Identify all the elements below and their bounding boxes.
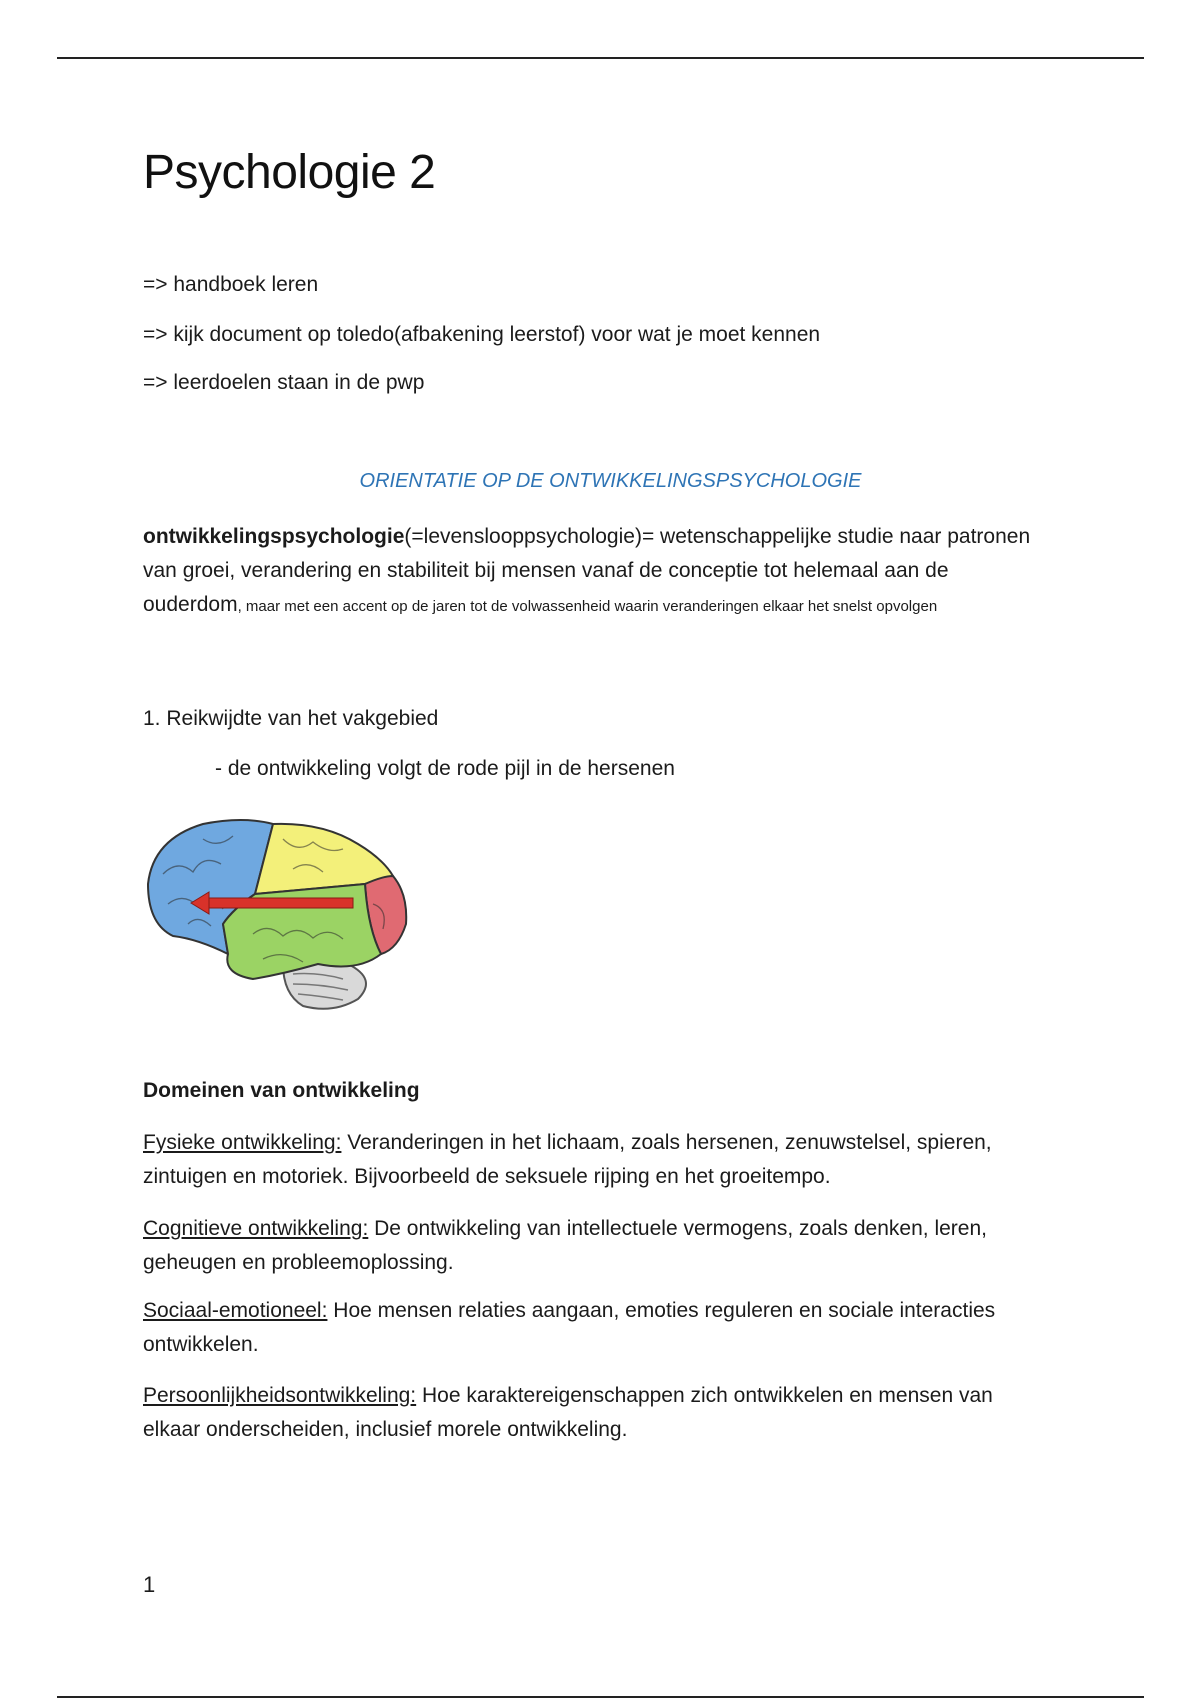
domain-text: Hoe mensen relaties aangaan, emoties reguleren en sociale interacties ontwikkelen. (143, 1299, 996, 1356)
numbered-item: 1. Reikwijdte van het vakgebied (143, 707, 439, 730)
header-rule (57, 57, 1144, 59)
domain-label: Cognitieve ontwikkeling: (143, 1217, 369, 1240)
domain-label: Sociaal-emotioneel: (143, 1299, 328, 1322)
arrow-shaft (203, 898, 353, 908)
intro-line-2: => kijk document op toledo(afbakening leerstof) voor wat je moet kennen (143, 323, 821, 346)
domains-heading: Domeinen van ontwikkeling (143, 1079, 420, 1102)
definition-paragraph (143, 520, 1043, 622)
intro-line-3: => leerdoelen staan in de pwp (143, 371, 425, 394)
footer-rule (57, 1696, 1144, 1698)
page-title: Psychologie 2 (143, 146, 436, 199)
definition-text: (=levenslooppsychologie)= wetenschappelijke studie naar patronen van groei, verandering en stabiliteit bij mensen vanaf de conceptie tot helemaal aan de ouderdom (143, 525, 1031, 616)
domain-label: Fysieke ontwikkeling: (143, 1131, 342, 1154)
domain-persoonlijkheid (143, 1379, 1043, 1447)
domain-cognitief (143, 1212, 1043, 1280)
section-heading: ORIENTATIE OP DE ONTWIKKELINGSPSYCHOLOGIE (359, 470, 862, 492)
domain-text: Veranderingen in het lichaam, zoals hersenen, zenuwstelsel, spieren, zintuigen en motoriek. Bijvoorbeeld de seksuele rijping en het groeitempo. (143, 1131, 992, 1188)
definition-term: ontwikkelingspsychologie (143, 525, 405, 548)
page-number: 1 (143, 1572, 156, 1597)
domain-fysiek (143, 1126, 1043, 1194)
domain-label: Persoonlijkheidsontwikkeling: (143, 1384, 417, 1407)
domain-sociaal-emotioneel (143, 1294, 1043, 1362)
definition-note: , maar met een accent op de jaren tot de volwassenheid waarin veranderingen elkaar het snelst opvolgen (237, 598, 938, 615)
domain-text: Hoe karaktereigenschappen zich ontwikkelen en mensen van elkaar onderscheiden, inclusief morele ontwikkeling. (143, 1384, 993, 1441)
intro-line-1: => handboek leren (143, 273, 319, 296)
brain-illustration (143, 814, 415, 1014)
domain-text: De ontwikkeling van intellectuele vermogens, zoals denken, leren, geheugen en probleemoplossing. (143, 1217, 987, 1274)
bullet-item: - de ontwikkeling volgt de rode pijl in de hersenen (215, 757, 675, 780)
